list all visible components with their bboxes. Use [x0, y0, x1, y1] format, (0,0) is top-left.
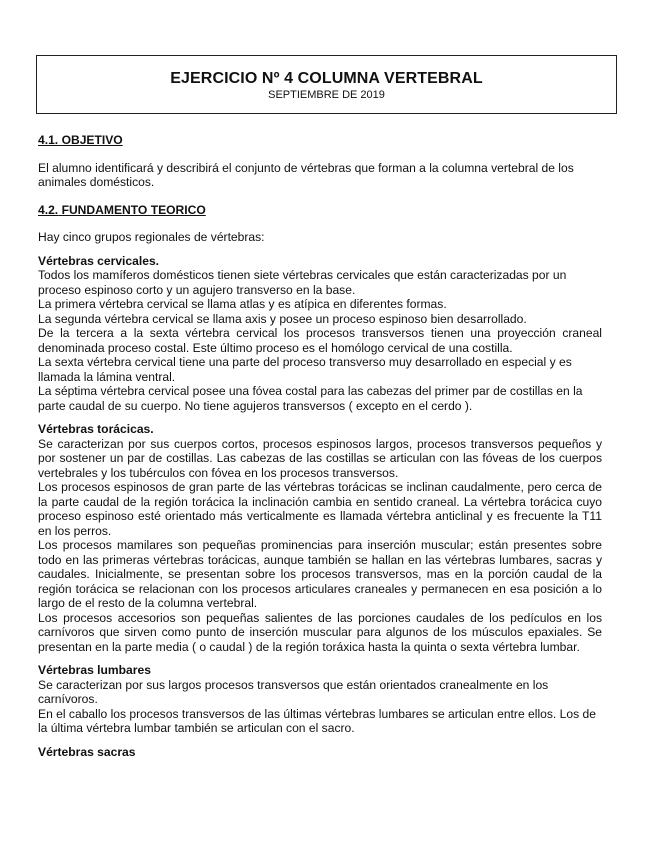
paragraph: Se caracterizan por sus cuerpos cortos, procesos espinosos largos, procesos transversos pequeños y por sostener un par de costillas. Las cabezas de las costillas se articulan con las fóveas de los cuerpos vertebrales y los tubérculos con fóvea en los procesos transversos.: [38, 436, 602, 480]
paragraph: La séptima vértebra cervical posee una fóvea costal para las cabezas del primer par de costillas en la parte caudal de su cuerpo. No tiene agujeros transversos ( excepto en el cerdo ).: [38, 384, 583, 413]
paragraph: Los procesos accesorios son pequeñas salientes de las porciones caudales de los pedículos en los carnívoros que sirven como punto de inserción muscular para algunos de los músculos epaxiales. Se presentan en la parte media ( o caudal ) de la región toráxica hasta la quinta o sexta vértebra lumbar.: [38, 610, 602, 654]
document-body: [38, 133, 602, 759]
subheading-lumbares: Vértebras lumbares: [38, 663, 151, 677]
subheading-cervicales: Vértebras cervicales.: [38, 253, 160, 268]
page-title: EJERCICIO Nº 4 COLUMNA VERTEBRAL: [170, 70, 483, 87]
paragraph: Los procesos espinosos de gran parte de las vértebras torácicas se inclinan caudalmente, pero cerca de la parte caudal de la región torácica la inclinación cambia en sentido craneal. La vértebra torácica cuyo proceso espinoso esté orientado más verticalmente es llamada vértebra anticlinal y es frecuente la T11 en los perros.: [38, 480, 602, 538]
subheading-sacras: Vértebras sacras: [38, 744, 136, 759]
objetivo-text: El alumno identificará y describirá el conjunto de vértebras que forman a la columna vertebral de los animales domésticos.: [38, 160, 574, 189]
paragraph: Los procesos mamilares son pequeñas prominencias para inserción muscular; están presentes sobre todo en las primeras vértebras torácicas, aunque también se hallan en las vértebras lumbares, sacras y caudales. Inicialmente, se presentan sobre los procesos transversos, mas en la porción caudal de la región torácica se relacionan con los procesos articulares craneales y permanecen en esa posición a lo largo de el resto de la columna vertebral.: [38, 538, 602, 610]
paragraph: Todos los mamíferos domésticos tienen siete vértebras cervicales que están caracterizadas por un proceso espinoso corto y un agujero transverso en la base.: [38, 268, 567, 297]
paragraph: Se caracterizan por sus largos procesos transversos que están orientados cranealmente en los carnívoros.: [38, 677, 549, 706]
section-number: 4.1.: [38, 133, 59, 147]
fundamento-intro: Hay cinco grupos regionales de vértebras:: [38, 230, 265, 244]
subheading-toracicas: Vértebras torácicas.: [38, 422, 154, 436]
page-date: SEPTIEMBRE DE 2019: [268, 89, 385, 101]
paragraph: En el caballo los procesos transversos de las últimas vértebras lumbares se articulan entre ellos. Los de la última vértebra lumbar también se articulan con el sacro.: [38, 706, 596, 735]
paragraph: La segunda vértebra cervical se llama axis y posee un proceso espinoso bien desarrollado.: [38, 311, 527, 326]
section-title: FUNDAMENTO TEORICO: [61, 202, 206, 217]
paragraph: La primera vértebra cervical se llama atlas y es atípica en diferentes formas.: [38, 297, 447, 311]
section-heading-objetivo: [38, 133, 602, 148]
section-title: OBJETIVO: [61, 133, 123, 147]
paragraph: La sexta vértebra cervical tiene una parte del proceso transverso muy desarrollado en especial y es llamada la lámina ventral.: [38, 355, 572, 384]
title-box: [36, 55, 617, 114]
section-heading-fundamento: [38, 203, 602, 218]
paragraph: De la tercera a la sexta vértebra cervical los procesos transversos tienen una proyección craneal denominada proceso costal. Este último proceso es el homólogo cervical de una costilla.: [38, 326, 602, 355]
section-number: 4.2.: [38, 202, 59, 217]
